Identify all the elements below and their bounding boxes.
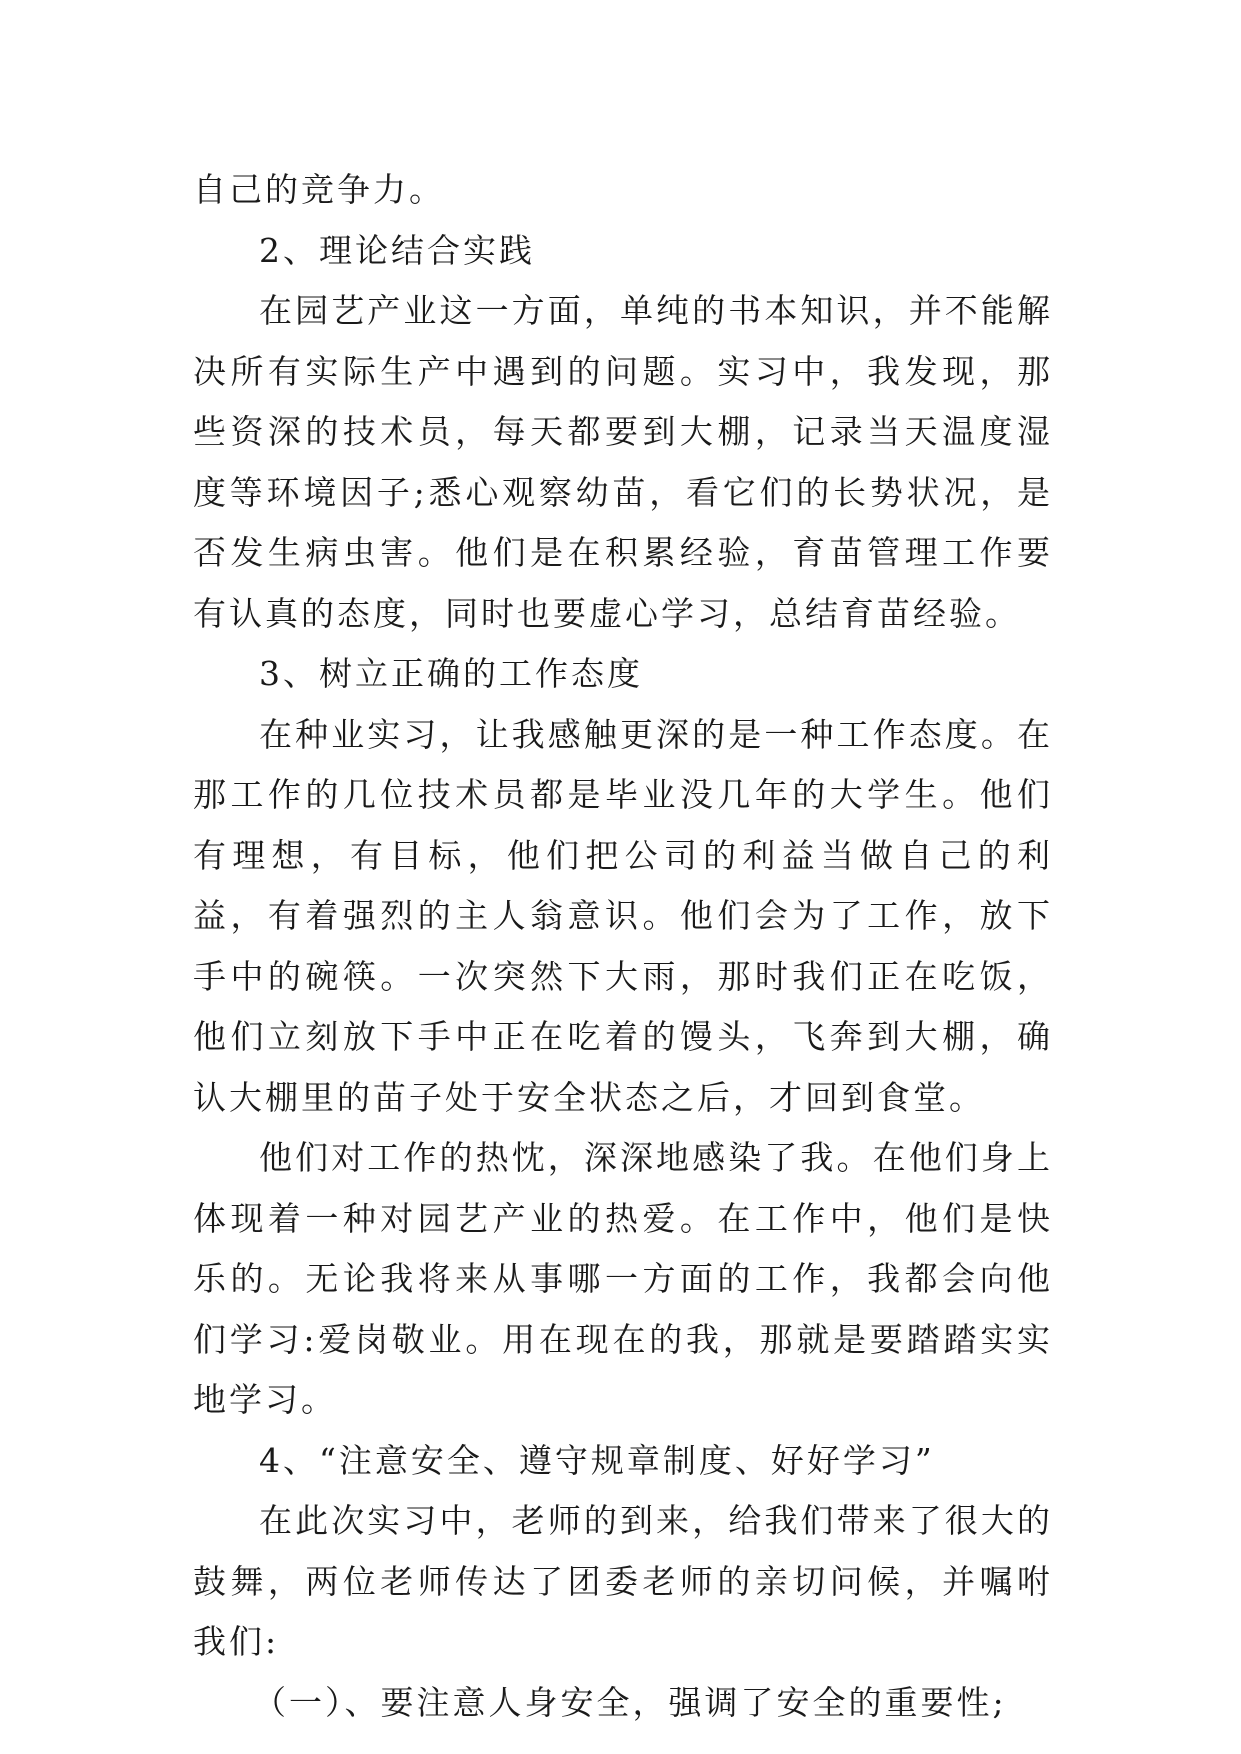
paragraph: 在此次实习中，老师的到来，给我们带来了很大的鼓舞，两位老师传达了团委老师的亲切问候，并嘱咐我们: [193, 1501, 1053, 1661]
paragraph: 在园艺产业这一方面，单纯的书本知识，并不能解决所有实际生产中遇到的问题。实习中，我发现，那些资深的技术员，每天都要到大棚，记录当天温度湿度等环境因子;悉心观察幼苗，看它们的长势状况，是否发生病虫害。他们是在积累经验，育苗管理工作要有认真的态度，同时也要虚心学习，总结育苗经验。 [193, 291, 1053, 633]
section-heading-4: 4、“注意安全、遵守规章制度、好好学习” [259, 1440, 935, 1480]
document-body [193, 160, 1053, 1733]
paragraph: 在种业实习，让我感触更深的是一种工作态度。在那工作的几位技术员都是毕业没几年的大学生。他们有理想，有目标，他们把公司的利益当做自己的利益，有着强烈的主人翁意识。他们会为了工作，放下手中的碗筷。一次突然下大雨，那时我们正在吃饭，他们立刻放下手中正在吃着的馒头，飞奔到大棚，确认大棚里的苗子处于安全状态之后，才回到食堂。 [193, 714, 1053, 1117]
paragraph: 他们对工作的热忱，深深地感染了我。在他们身上体现着一种对园艺产业的热爱。在工作中，他们是快乐的。无论我将来从事哪一方面的工作，我都会向他们学习:爱岗敬业。用在现在的我，那就是要踏踏实实地学习。 [193, 1138, 1053, 1419]
list-item: （一）、要注意人身安全，强调了安全的重要性; [253, 1682, 1007, 1722]
section-heading-3: 3、树立正确的工作态度 [259, 654, 643, 693]
section-heading-2: 2、理论结合实践 [259, 230, 535, 270]
paragraph-continuation: 自己的竞争力。 [193, 170, 445, 209]
